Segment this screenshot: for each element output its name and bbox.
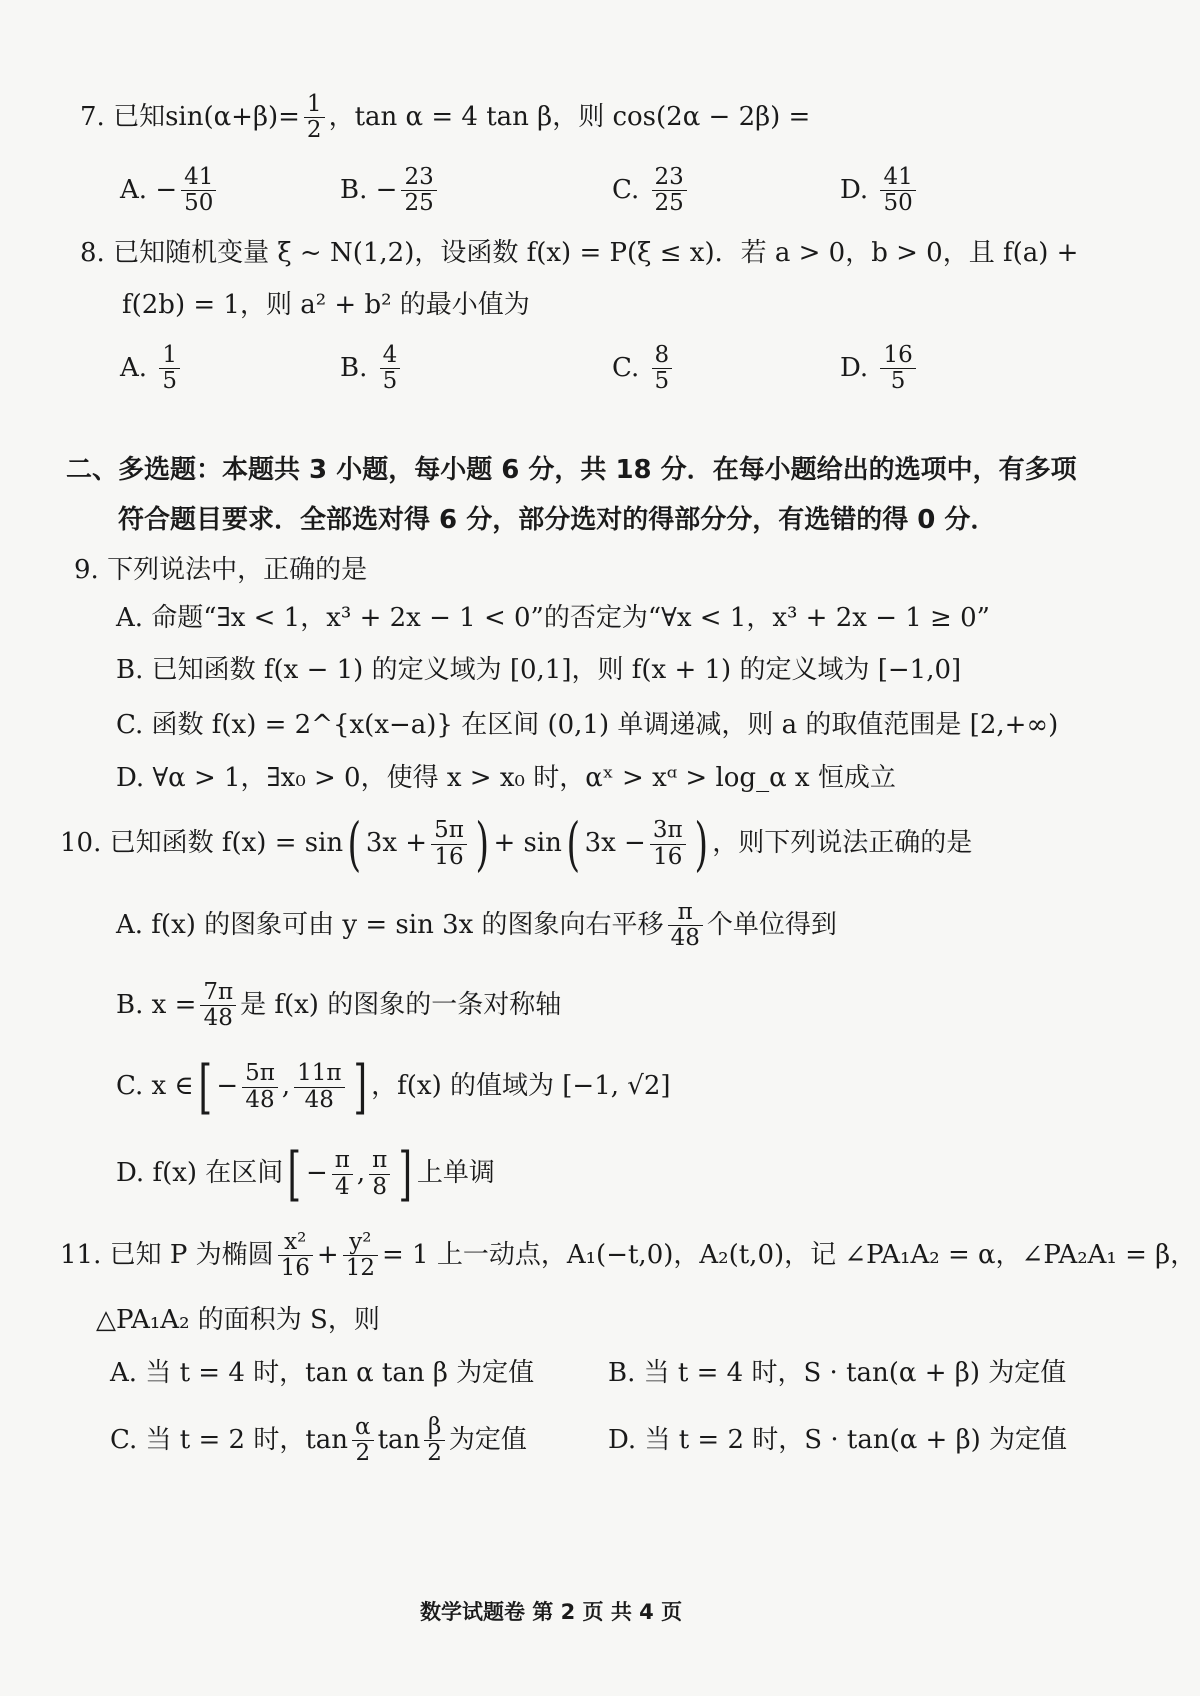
frac-den: 48 [245, 1086, 275, 1113]
option-fraction [200, 980, 236, 1032]
option-text: 个单位得到 [706, 909, 837, 940]
q10-arg1-fraction [431, 818, 467, 870]
option-label: C. [612, 352, 640, 383]
option-text: 上单调 [416, 1158, 495, 1188]
frac-den: 2 [427, 1440, 442, 1467]
q11-stem-text-a: 11. 已知 P 为椭圆 [60, 1239, 274, 1270]
option-text: C. 当 t = 2 时，tan [110, 1424, 349, 1455]
paren-close: ) [475, 810, 489, 878]
q7-stem [80, 92, 810, 144]
paren-close: ) [694, 810, 708, 878]
q10-option-d [116, 1140, 495, 1208]
q10-option-a [116, 900, 837, 952]
q7-stem-text-b: ，tan α = 4 tan β，则 cos(2α − 2β) = [328, 101, 811, 132]
option-text: A. f(x) 的图象可由 y = sin 3x 的图象向右平移 [116, 909, 664, 940]
option-label: B. [340, 174, 368, 205]
q7-fraction [304, 92, 325, 144]
frac-num: α [352, 1415, 374, 1441]
frac-num: π [369, 1148, 390, 1174]
option-text: B. x = [116, 989, 197, 1020]
frac-den: 8 [372, 1173, 387, 1200]
frac-num: 23 [401, 165, 436, 191]
q9-option-c: C. 函数 f(x) = 2^{x(x−a)} 在区间 (0,1) 单调递减，则 a 的取值范围是 [2,+∞) [116, 710, 1059, 740]
q9-option-a: A. 命题“∃x < 1，x³ + 2x − 1 < 0”的否定为“∀x < 1，x³ + 2x − 1 ≥ 0” [116, 603, 990, 633]
q8-option-b [340, 343, 404, 395]
q10-option-b [116, 980, 561, 1032]
paren-open: ( [347, 810, 362, 878]
comma: , [281, 1071, 291, 1101]
option-label: A. [120, 174, 148, 205]
frac-num: 41 [880, 165, 915, 191]
q11-option-a: A. 当 t = 4 时，tan α tan β 为定值 [110, 1358, 535, 1388]
option-text: 是 f(x) 的图象的一条对称轴 [240, 989, 562, 1020]
option-fraction [401, 165, 436, 217]
option-fraction [880, 165, 915, 217]
frac-num: 4 [380, 343, 401, 369]
option-fraction [242, 1061, 278, 1113]
option-label: A. [120, 352, 148, 383]
frac-den: 2 [355, 1440, 371, 1467]
frac-num: 3π [650, 818, 686, 844]
option-fraction [159, 343, 180, 395]
option-fraction [181, 165, 216, 217]
q8-line2: f(2b) = 1，则 a² + b² 的最小值为 [122, 290, 530, 320]
q11-option-b: B. 当 t = 4 时，S · tan(α + β) 为定值 [608, 1358, 1067, 1388]
q8-option-a [120, 343, 184, 395]
q11-y-fraction [343, 1230, 378, 1282]
frac-den: 16 [434, 843, 464, 870]
frac-den: 5 [162, 368, 177, 395]
option-fraction [880, 343, 915, 395]
option-text: D. f(x) 在区间 [116, 1158, 284, 1188]
paren-open: ( [566, 810, 581, 878]
frac-den: 50 [184, 190, 214, 217]
frac-den: 16 [653, 843, 683, 870]
q11-option-d: D. 当 t = 2 时，S · tan(α + β) 为定值 [608, 1425, 1068, 1455]
q10-stem-text-a: 10. 已知函数 f(x) = sin [60, 828, 344, 858]
q9-option-b: B. 已知函数 f(x − 1) 的定义域为 [0,1]，则 f(x + 1) 的定义域为 [−1,0] [116, 655, 962, 685]
q11-line2: △PA₁A₂ 的面积为 S，则 [96, 1305, 380, 1335]
q8-line1: 8. 已知随机变量 ξ ~ N(1,2)，设函数 f(x) = P(ξ ≤ x)．若 a > 0，b > 0，且 f(a) + [80, 238, 1079, 268]
option-fraction [332, 1148, 353, 1200]
frac-num: y² [343, 1230, 378, 1256]
frac-den: 16 [280, 1255, 310, 1282]
option-text: ，f(x) 的值域为 [−1, √2] [371, 1071, 671, 1101]
option-label: D. [840, 352, 869, 383]
q10-arg2-text: 3x − [584, 828, 646, 858]
q10-arg2-fraction [650, 818, 686, 870]
option-text: C. x ∈ [116, 1071, 194, 1101]
q9-stem: 9. 下列说法中，正确的是 [74, 555, 368, 585]
option-fraction [668, 900, 703, 952]
page-footer: 数学试题卷 第 2 页 共 4 页 [420, 1600, 683, 1624]
option-sign: − [155, 174, 178, 205]
option-fraction [352, 1415, 374, 1467]
plus-sign: + [316, 1239, 339, 1270]
frac-den: 5 [382, 368, 398, 395]
frac-den: 48 [203, 1005, 233, 1032]
q7-frac-den: 2 [306, 117, 322, 144]
q11-x-fraction [278, 1230, 313, 1282]
frac-num: 23 [652, 165, 687, 191]
q10-option-c [116, 1053, 671, 1121]
frac-den: 25 [654, 190, 684, 217]
section2-heading-line1: 二、多选题：本题共 3 小题，每小题 6 分，共 18 分．在每小题给出的选项中，有多项 [66, 455, 1077, 485]
frac-den: 48 [670, 925, 700, 952]
frac-num: 16 [880, 343, 915, 369]
frac-num: 5π [242, 1061, 278, 1087]
frac-num: 7π [200, 980, 236, 1006]
bracket-open: [ [287, 1140, 302, 1208]
q7-stem-text-a: 7. 已知sin(α+β)= [80, 101, 300, 132]
option-fraction [369, 1148, 390, 1200]
q9-option-d: D. ∀α > 1，∃x₀ > 0，使得 x > x₀ 时，αˣ > xᵅ > log_α x 恒成立 [116, 763, 896, 793]
q7-option-c [612, 165, 691, 217]
option-text: tan [377, 1424, 421, 1455]
bracket-close: ] [398, 1140, 413, 1208]
q8-option-d [840, 343, 920, 395]
q11-stem-text-b: = 1 上一动点，A₁(−t,0)，A₂(t,0)，记 ∠PA₁A₂ = α，∠PA₂A₁ = β， [382, 1239, 1197, 1270]
option-label: C. [612, 174, 640, 205]
bracket-close: ] [353, 1053, 367, 1121]
frac-num: 11π [294, 1061, 344, 1087]
frac-num: β [424, 1415, 445, 1441]
frac-den: 5 [654, 368, 670, 395]
frac-num: x² [278, 1230, 313, 1256]
frac-den: 12 [345, 1255, 375, 1282]
frac-num: 8 [652, 343, 673, 369]
frac-num: π [332, 1148, 353, 1174]
option-sign: − [375, 174, 398, 205]
option-label: B. [340, 352, 368, 383]
q11-stem [60, 1230, 1196, 1282]
q7-option-d [840, 165, 920, 217]
option-fraction [652, 343, 673, 395]
frac-den: 5 [890, 368, 906, 395]
option-fraction [294, 1061, 344, 1113]
option-sign: − [305, 1158, 328, 1188]
q10-arg1-text: 3x + [365, 828, 428, 858]
frac-den: 50 [883, 190, 913, 217]
q7-option-a [120, 165, 220, 217]
option-sign: − [216, 1071, 239, 1101]
q8-option-c [612, 343, 676, 395]
option-label: D. [840, 174, 869, 205]
option-fraction [380, 343, 401, 395]
frac-num: 1 [159, 343, 180, 369]
bracket-open: [ [198, 1053, 212, 1121]
q10-mid-text: + sin [493, 828, 562, 858]
frac-num: π [668, 900, 703, 926]
option-fraction [424, 1415, 445, 1467]
comma: , [356, 1158, 366, 1188]
frac-den: 48 [304, 1086, 334, 1113]
q10-stem-text-b: ，则下列说法正确的是 [712, 828, 973, 858]
q7-option-b [340, 165, 441, 217]
frac-den: 4 [334, 1173, 350, 1200]
q11-option-c [110, 1415, 527, 1467]
frac-num: 5π [431, 818, 467, 844]
q10-stem [60, 810, 973, 878]
section2-heading-line2: 符合题目要求．全部选对得 6 分，部分选对的得部分分，有选错的得 0 分． [118, 505, 997, 535]
option-text: 为定值 [448, 1424, 527, 1455]
q7-frac-num: 1 [304, 92, 325, 118]
option-fraction [652, 165, 687, 217]
frac-num: 41 [181, 165, 216, 191]
frac-den: 25 [404, 190, 434, 217]
